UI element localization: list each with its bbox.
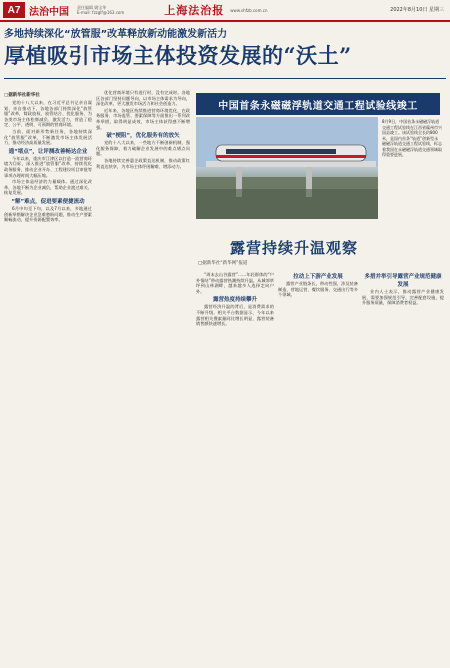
maglev-track-illustration — [196, 117, 378, 219]
paragraph: “周末去山谷露营”……年轻群体的“户外情结”带动露营热潮持续升温。从城郊草坪到山林湖畔，越来越多人选择走向户外。 — [196, 272, 274, 294]
paragraph: 今年以来，重庆市江津区以打造一流营商环境为目标，深入推进“放管服”改革，持续优化政务服务，推动企业开办、工程建设项目审批等事项办理时间大幅压缩。 — [4, 155, 92, 178]
maglev-photo — [196, 117, 378, 219]
article-column-left — [4, 90, 92, 662]
section-subhead: “解”难点，促进要素便捷流动 — [11, 198, 85, 205]
paragraph: 党的十八大以来，一些地方不断创新机制，强化服务保障，着力破解企业发展中的难点堵点问题。 — [96, 140, 190, 157]
feature-column-2 — [278, 272, 358, 662]
headline-kicker: 多地持续深化“放管服”改革释放新动能激发新活力 — [4, 29, 228, 40]
paragraph: 党的十八大以来，在习近平总书记亲自谋划、亲自推动下，各地各部门持续深化“放管服”改革，简政放权、放管结合、优化服务，为各类市场主体松绑减负、激发活力，营造了稳定、公平、透明、可预期的营商环境。 — [4, 100, 92, 128]
feature-column-3 — [362, 272, 444, 662]
paragraph: 当前，面对新形势新任务，各地持续深化“放管服”改革，不断激发市场主体发展活力，推动经济高质量发展。 — [4, 128, 92, 146]
email-line: E-mail: fzzglf@163.com — [77, 10, 125, 15]
section-subhead: 多措并举引导露营产业规范健康发展 — [364, 274, 442, 288]
paragraph: 露营经济升温的背后，是消费需求的不断升级。相关平台数据显示，今年以来露营相关搜索量同比增长明显，露营装备销售额快速增长。 — [196, 304, 274, 327]
paragraph: 优化营商环境只有进行时，没有完成时。各地区各部门坚持问题导向，以市场主体需求为导向，深化改革，更大激发市场活力和社会创造力。 — [96, 90, 190, 107]
headline-divider — [4, 78, 446, 79]
editor-info — [77, 5, 124, 15]
paragraph: 露营产业链条长，带动性强，涉及装备制造、营地运营、餐饮服务、交通出行等多个领域。 — [278, 281, 358, 298]
main-headline: 厚植吸引市场主体投资发展的“沃土” — [4, 43, 352, 68]
feature-byline: □据新华社“新华网”报道 — [198, 261, 248, 266]
paragraph: 业内人士表示，推动露营产业健康发展，需要加强规范引导，完善配套设施，提升服务质量，保障消费者权益。 — [362, 289, 444, 306]
section-subhead: 通“堵点”，让评测改善畅达企业 — [8, 148, 88, 155]
section-name: 法治中国 — [29, 6, 69, 18]
newspaper-title: 上海法治报 — [164, 4, 225, 17]
paragraph: 市场主体是经济的力量载体。通过深化改革，各地不断为企业减负，帮助企业渡过难关、恢复发展。 — [4, 179, 92, 196]
section-subhead: 露营热度持续攀升 — [212, 297, 257, 304]
photo-caption: 8月9日，中国首条永磁磁浮轨道交通工程试验线在江西省赣州市兴国县竣工。该试验线全长约800米，是国内首条“轨道”创新型永磁磁浮轨道交通工程试验线，标志着我国在永磁磁浮轨道交通领域取得重要进展。 — [382, 119, 442, 157]
feature-column-1 — [196, 272, 274, 662]
editor-line: 责任编辑 姚宝华 — [77, 5, 107, 10]
paragraph: 近年来，各地区持续推进营商环境优化，在政务服务、市场监管、要素保障等方面推出一系列改革举措，取得明显成效，市场主体获得感不断增强。 — [96, 107, 190, 130]
paragraph: 各地持续完善惠企政策直达机制，推动政策红利直达快享，为市场主体纾困解难、增添动力。 — [96, 157, 190, 169]
issue-date: 2022年8月10日 星期三 — [390, 7, 444, 13]
article-column-middle — [96, 90, 190, 662]
paragraph: 6月中旬至下旬，以及7月以来，多地通过创新举措解决企业急难愁盼问题，推动生产要素顺畅流动，提升资源配置效率。 — [4, 205, 92, 223]
page-code-badge: A7 — [3, 2, 25, 18]
photo-story-title: 中国首条永磁磁浮轨道交通工程试验线竣工 — [196, 93, 440, 115]
newspaper-url: www.shfzb.com.cn — [230, 7, 268, 13]
section-subhead: 拉动上下游产业发展 — [293, 274, 343, 280]
feature-title: 露营持续升温观察 — [230, 239, 359, 257]
article-byline: □据新华社新华社 — [4, 93, 40, 98]
section-subhead: 破“梗阻”，优化服务有的放矢 — [106, 133, 180, 140]
masthead — [0, 0, 450, 22]
